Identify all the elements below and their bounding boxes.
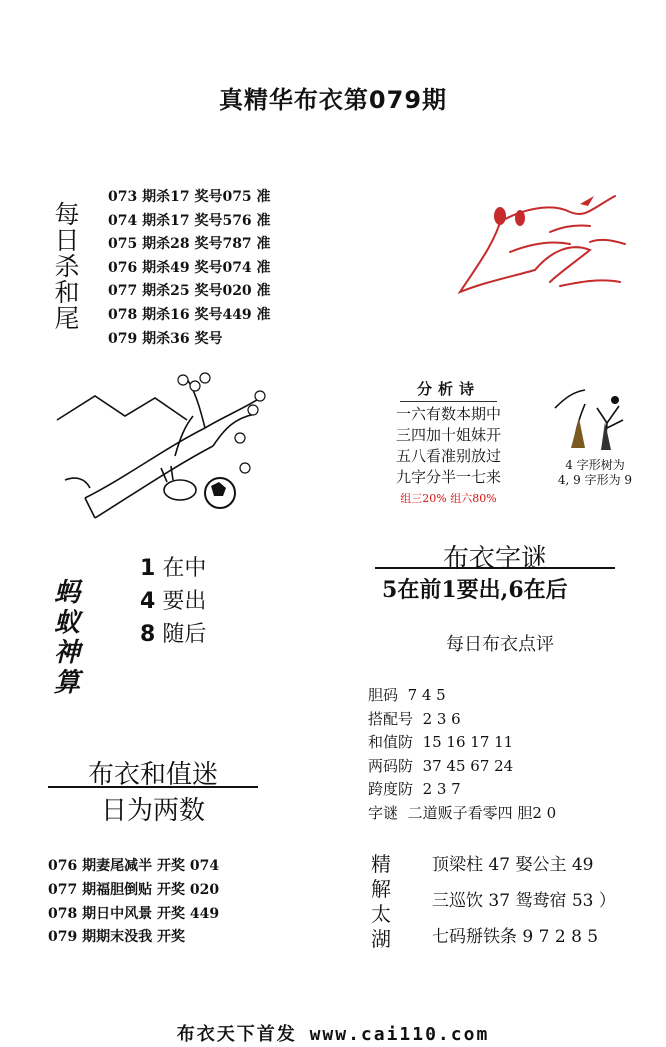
stat-label: 字谜 [368, 803, 399, 822]
sum-riddle-divider [48, 786, 258, 788]
list-item: 079 期杀36 奖号 [108, 330, 223, 347]
jing-label-char: 湖 [371, 927, 391, 951]
stat-row [368, 802, 556, 826]
jing-line: 三巡饮 37 鸳鸯宿 53 ） [432, 891, 616, 911]
list-item: 079 期期末没我 开奖 [48, 929, 185, 946]
ant-lines [140, 552, 206, 651]
jing-label-char: 解 [371, 877, 391, 901]
tree-note [540, 458, 650, 488]
analysis-poem [382, 378, 515, 506]
red-calligraphy-drawing [440, 182, 630, 312]
daily-kill-label-char: 日 [54, 226, 80, 255]
daily-kill-label-char: 杀 [54, 252, 80, 281]
page-title: 真精华布衣第079期 [218, 86, 448, 114]
jing-label-char: 太 [371, 902, 391, 926]
stat-row [368, 778, 556, 802]
stat-label: 和值防 [368, 733, 414, 752]
review-title: 每日布衣点评 [446, 634, 554, 655]
list-item: 073 期杀17 奖号075 准 [108, 189, 271, 205]
ant-text: 在中 [162, 556, 207, 581]
ant-line [140, 552, 206, 585]
footer-url[interactable]: www.cai110.com [309, 1024, 490, 1045]
riddle-title: 布衣字谜 [442, 544, 547, 574]
stat-label: 跨度防 [368, 780, 414, 799]
footer-brand: 布衣天下首发 [176, 1024, 297, 1045]
jing-line: 顶梁柱 47 娶公主 49 [432, 855, 594, 875]
riddle-part: 在后 [523, 577, 568, 603]
list-item: 076 期妻尾减半 开奖 074 [48, 858, 220, 874]
sum-riddle-title: 布衣和值迷 [87, 760, 218, 790]
jing-label-char: 精 [371, 852, 391, 876]
poem-line: 一六有数本期中 [395, 405, 501, 423]
stat-value: 37 45 67 24 [422, 756, 514, 775]
list-item: 074 期杀17 奖号576 准 [108, 212, 271, 229]
daily-kill-list [108, 186, 271, 351]
daily-kill-label-char: 尾 [54, 304, 80, 333]
stat-value: 二道贩子看零四 胆2 0 [407, 803, 557, 822]
stat-row [368, 755, 556, 779]
ant-line [140, 585, 206, 618]
list-item: 078 期杀16 奖号449 准 [108, 306, 271, 323]
stat-label: 搭配号 [368, 709, 414, 728]
tree-note-line: 4, 9 字形为 9 [557, 473, 633, 487]
stat-value: 2 3 7 [422, 780, 461, 799]
ant-label-char: 蚁 [53, 608, 80, 638]
small-tree-drawing [545, 378, 635, 458]
ant-num: 8 [140, 622, 156, 647]
riddle-part: 要出, [456, 577, 509, 603]
riddle-text [382, 573, 568, 604]
ant-text: 要出 [162, 589, 207, 614]
ant-num: 1 [140, 556, 156, 581]
list-item: 077 期杀25 奖号020 准 [108, 283, 271, 300]
jing-label [368, 852, 394, 952]
sum-riddle-list [48, 855, 219, 950]
ant-label-char: 蚂 [53, 578, 80, 608]
poem-line: 三四加十姐妹开 [395, 426, 501, 444]
daily-kill-label [52, 202, 82, 332]
poem-footer: 组三20% 组六80% [400, 492, 497, 505]
stat-value: 15 16 17 11 [422, 733, 514, 752]
daily-kill-label-char: 每 [54, 200, 80, 229]
daily-kill-label-char: 和 [54, 278, 80, 307]
ant-num: 4 [140, 589, 156, 614]
review-stats [368, 684, 556, 826]
list-item: 076 期杀49 奖号074 准 [108, 259, 271, 276]
riddle-divider [375, 567, 615, 569]
stat-row [368, 708, 556, 732]
list-item: 075 期杀28 奖号787 准 [108, 236, 271, 253]
footer-watermark [0, 1020, 666, 1046]
stat-value: 7 4 5 [407, 686, 446, 704]
ant-label [52, 578, 82, 698]
list-item: 078 期日中风景 开奖 449 [48, 905, 220, 922]
sum-riddle-subtitle: 日为两数 [100, 796, 205, 826]
jing-lines [432, 847, 616, 955]
poem-line: 九字分半一七来 [395, 468, 501, 486]
poem-line: 五八看准别放过 [395, 447, 501, 465]
riddle-num: 6 [508, 577, 524, 603]
stat-row [368, 731, 556, 755]
riddle-num: 1 [441, 577, 457, 603]
tree-note-line: 4 字形树为 [565, 458, 625, 472]
stat-value: 2 3 6 [422, 709, 461, 728]
riddle-part: 在前 [397, 577, 442, 603]
poem-title: 分析诗 [400, 378, 497, 402]
tree-rabbit-ball-drawing [55, 368, 270, 520]
stat-label: 胆码 [368, 686, 399, 704]
ant-line [140, 618, 206, 651]
stat-row [368, 684, 556, 708]
riddle-num: 5 [382, 577, 398, 603]
list-item: 077 期福胆倒贴 开奖 020 [48, 881, 220, 898]
jing-line: 七码掰铁条 9 7 2 8 5 [432, 927, 599, 947]
ant-label-char: 算 [53, 668, 80, 698]
ant-text: 随后 [162, 622, 207, 647]
ant-label-char: 神 [53, 638, 80, 668]
stat-label: 两码防 [368, 756, 414, 775]
